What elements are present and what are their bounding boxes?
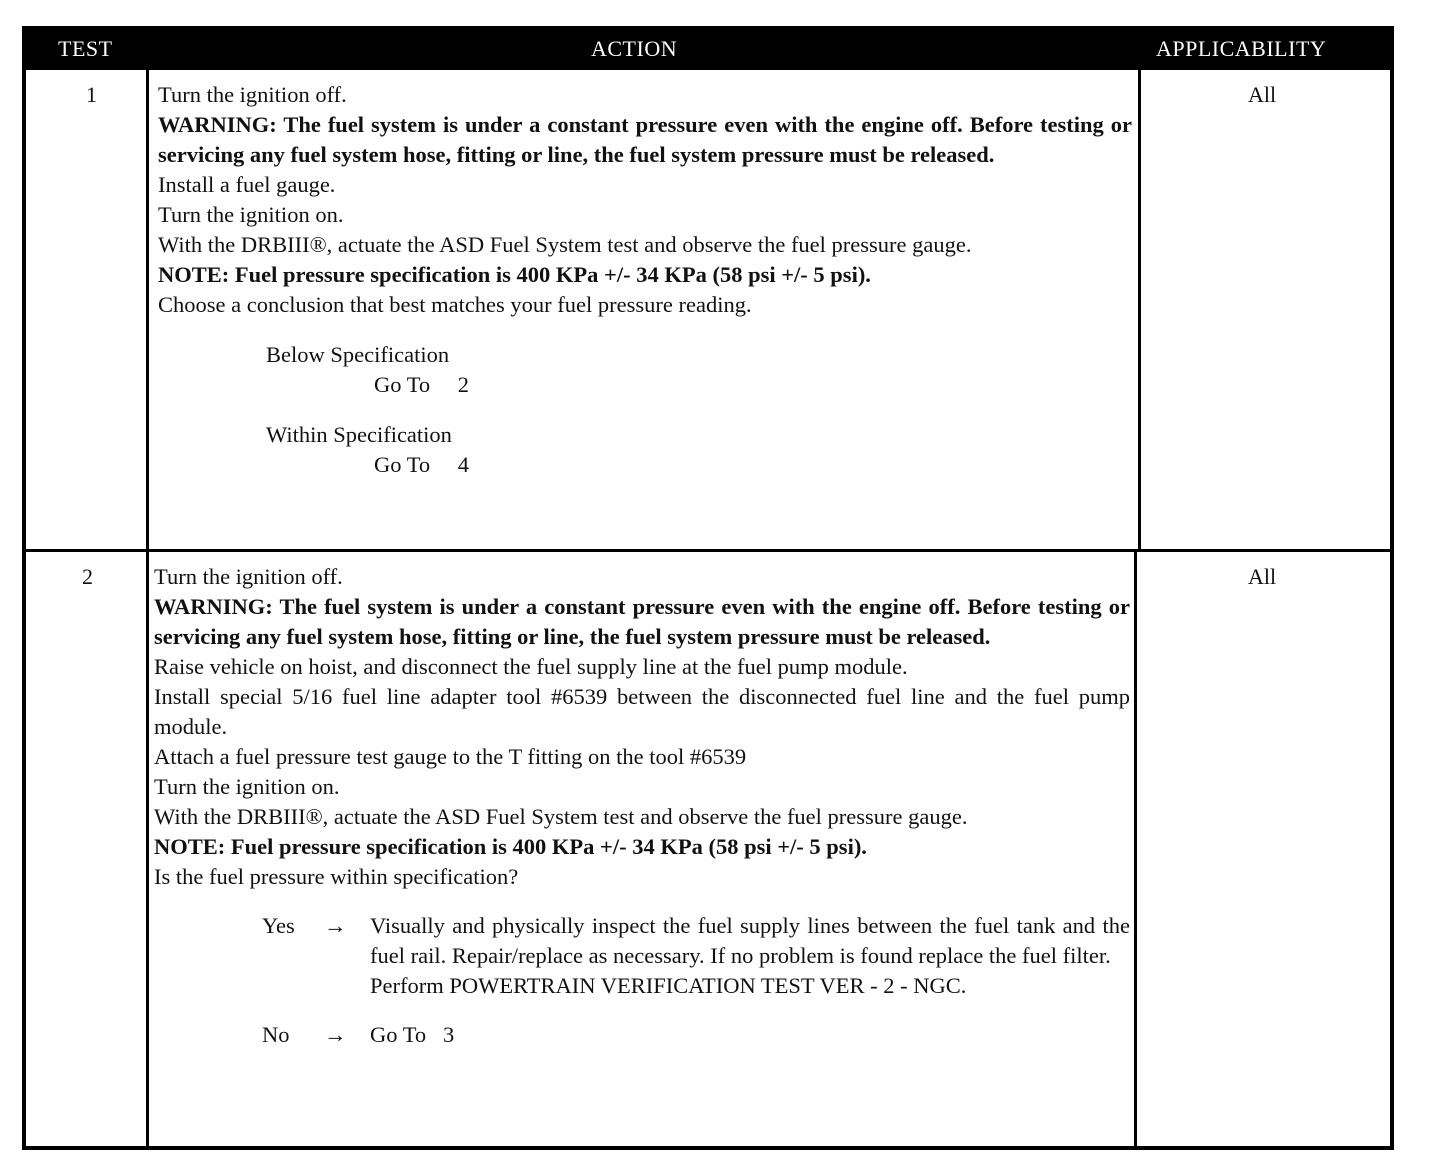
step-text: Turn the ignition off.	[154, 564, 343, 589]
goto-text: Go To	[374, 452, 431, 477]
answer-body: Visually and physically inspect the fuel supply lines between the fuel tank and the fuel rail. Repair/replace as necessary. If no problem is found replace the fuel filter.	[370, 913, 1130, 968]
goto-target: 4	[457, 452, 470, 477]
answer-label: Yes	[262, 913, 295, 938]
step-text: With the DRBIII®, actuate the ASD Fuel System test and observe the fuel pressure gauge.	[154, 804, 968, 829]
diagnostic-table	[22, 26, 1394, 1150]
step-text: With the DRBIII®, actuate the ASD Fuel System test and observe the fuel pressure gauge.	[158, 232, 972, 257]
step-text: Choose a conclusion that best matches your fuel pressure reading.	[158, 292, 752, 317]
test-number: 1	[86, 82, 97, 107]
applicability-value: All	[1248, 82, 1277, 107]
column-divider	[1134, 552, 1137, 1150]
arrow-icon: →	[324, 913, 347, 938]
step-text: Attach a fuel pressure test gauge to the T fitting on the tool #6539	[154, 744, 747, 769]
step-text: Install a fuel gauge.	[158, 172, 336, 197]
option-goto	[158, 370, 1132, 400]
table-header	[26, 30, 1390, 70]
answer-text	[370, 911, 1130, 1001]
action-cell	[154, 562, 1130, 1050]
step-text: Is the fuel pressure within specification?	[154, 864, 519, 889]
column-divider	[146, 70, 149, 1150]
action-cell	[158, 80, 1132, 480]
goto-text: Go To	[374, 372, 431, 397]
step-text: Install special 5/16 fuel line adapter tool #6539 between the disconnected fuel line and the fuel pump module.	[154, 684, 1130, 739]
answer-yes	[154, 911, 1130, 1001]
option-label: Within Specification	[266, 422, 452, 447]
applicability-value: All	[1248, 564, 1277, 589]
header-action: ACTION	[591, 36, 678, 61]
note-text: NOTE: Fuel pressure specification is 400 KPa +/- 34 KPa (58 psi +/- 5 psi).	[154, 834, 867, 859]
arrow-icon: →	[324, 1022, 347, 1047]
warning-text: WARNING: The fuel system is under a constant pressure even with the engine off. Before testing or servicing any fuel system hose, fitting or line, the fuel system pressure must be released.	[158, 112, 1132, 167]
header-applicability: APPLICABILITY	[1156, 36, 1327, 61]
test-number: 2	[82, 564, 93, 589]
answer-no	[154, 1020, 1130, 1050]
step-text: Turn the ignition on.	[154, 774, 340, 799]
row-divider	[26, 549, 1390, 552]
step-text: Raise vehicle on hoist, and disconnect the fuel supply line at the fuel pump module.	[154, 654, 908, 679]
step-text: Turn the ignition on.	[158, 202, 344, 227]
option-goto	[158, 450, 1132, 480]
warning-text: WARNING: The fuel system is under a constant pressure even with the engine off. Before testing or servicing any fuel system hose, fitting or line, the fuel system pressure must be released.	[154, 594, 1130, 649]
goto-target: 2	[457, 372, 470, 397]
note-text: NOTE: Fuel pressure specification is 400 KPa +/- 34 KPa (58 psi +/- 5 psi).	[158, 262, 871, 287]
column-divider	[1138, 70, 1141, 552]
answer-text: Go To 3	[370, 1022, 455, 1047]
step-text: Turn the ignition off.	[158, 82, 347, 107]
option-label: Below Specification	[266, 342, 450, 367]
answer-extra: Perform POWERTRAIN VERIFICATION TEST VER - 2 - NGC.	[370, 973, 967, 998]
header-test: TEST	[58, 36, 113, 61]
answer-label: No	[262, 1022, 290, 1047]
